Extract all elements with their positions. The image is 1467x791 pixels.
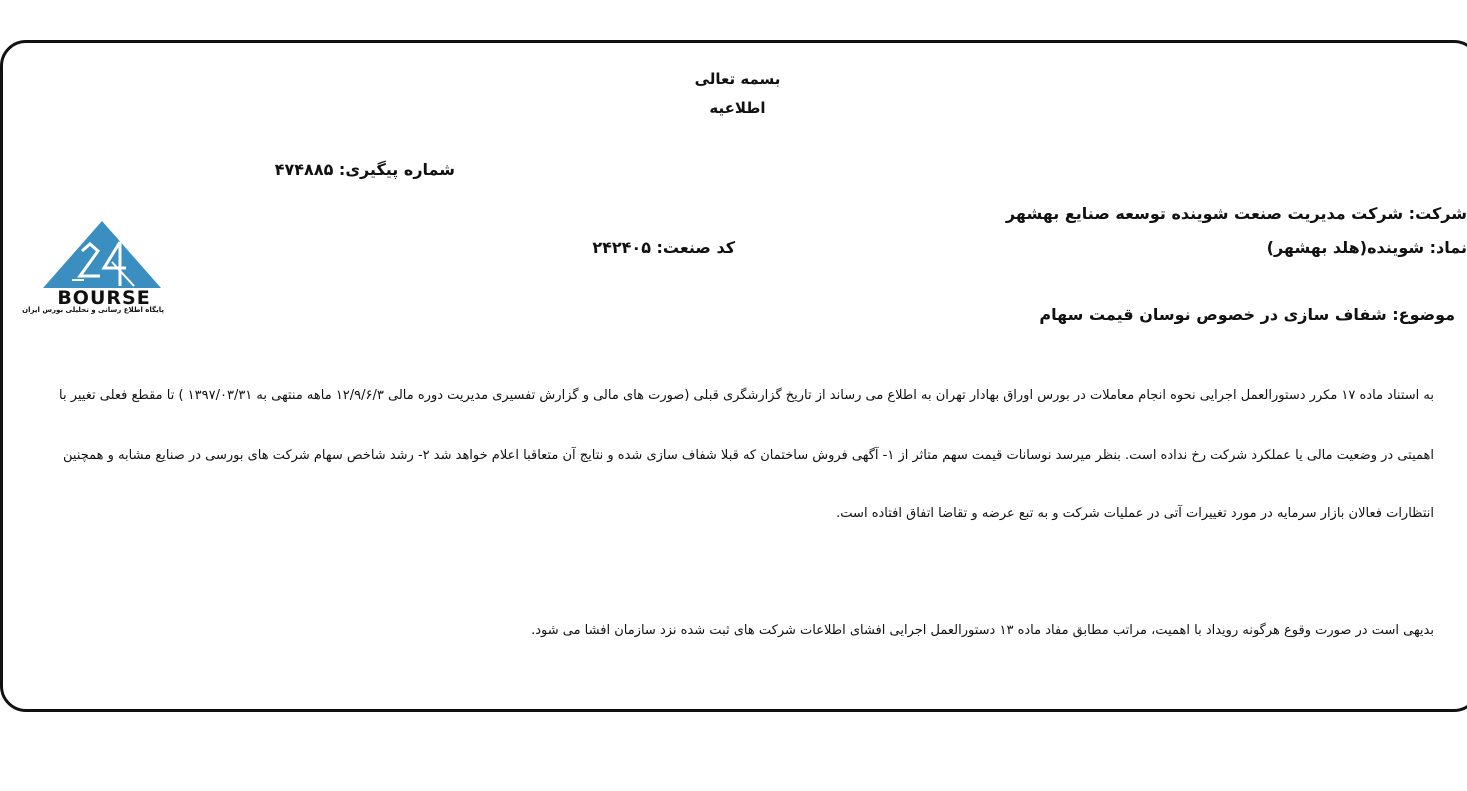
- document-frame: [0, 40, 1467, 712]
- body-line-2: اهمیتی در وضعیت مالی یا عملکرد شرکت رخ نداده است. بنظر میرسد نوسانات قیمت سهم متاثر از ۱- آگهی فروش ساختمان که قبلا شفاف سازی شده و نتایج آن متعاقبا اعلام خواهد شد ۲- رشد شاخص سهام شرکت های بورسی در صنایع مشابه و همچنین: [63, 448, 1434, 463]
- body-line-1: به استناد ماده ۱۷ مکرر دستورالعمل اجرایی نحوه انجام معاملات در بورس اوراق بهادار تهران به اطلاع می رساند از تاریخ گزارشگری قبلی (صورت های مالی و گزارش تفسیری مدیریت دوره مالی ۱۲/۹/۶/۳ ماهه منتهی به ۱۳۹۷/۰۳/۳۱ ) تا مقطع فعلی تغییر با: [58, 388, 1434, 403]
- subject-line: موضوع: شفاف سازی در خصوص نوسان قیمت سهام: [1039, 305, 1455, 324]
- body-line-4: بدیهی است در صورت وقوع هرگونه رویداد با اهمیت، مراتب مطابق مفاد ماده ۱۳ دستورالعمل اجرایی افشای اطلاعات شرکت های ثبت شده نزد سازمان افشا می شود.: [531, 623, 1434, 638]
- company-name: شرکت: شرکت مدیریت صنعت شوینده توسعه صنایع بهشهر: [1005, 204, 1467, 223]
- industry-code: کد صنعت: ۲۴۲۴۰۵: [592, 238, 735, 257]
- logo-triangle-icon: [43, 221, 161, 288]
- basmala-heading: بسمه تعالی: [694, 70, 781, 88]
- stock-symbol: نماد: شوینده(هلد بهشهر): [1266, 238, 1467, 257]
- logo-wordmark: BOURSE: [57, 287, 151, 309]
- logo-tagline: پایگاه اطلاع رسانی و تحلیلی بورس ایران: [22, 306, 164, 314]
- body-line-3: انتظارات فعالان بازار سرمایه در مورد تغییرات آتی در عملیات شرکت و به تبع عرضه و تقاضا اتفاق افتاده است.: [836, 506, 1434, 521]
- notice-title: اطلاعیه: [709, 99, 766, 117]
- tracking-number: شماره پیگیری: ۴۷۴۸۸۵: [274, 160, 455, 179]
